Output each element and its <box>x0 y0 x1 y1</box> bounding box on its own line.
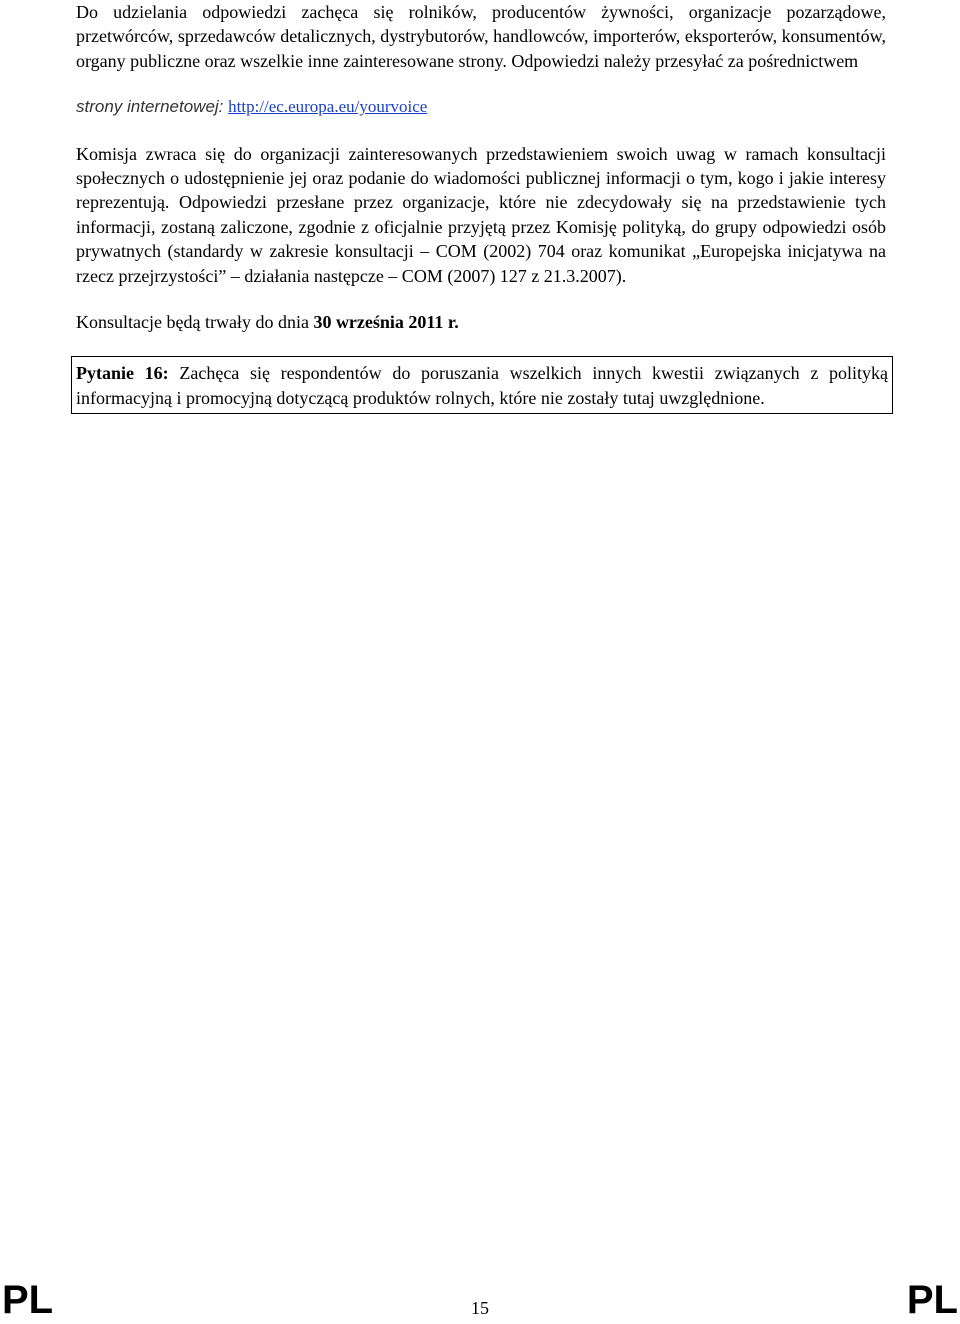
website-line <box>76 95 886 119</box>
deadline-prefix: Konsultacje będą trwały do dnia <box>76 312 314 333</box>
question-box <box>71 356 893 414</box>
yourvoice-link[interactable]: http://ec.europa.eu/yourvoice <box>228 97 428 117</box>
question-paragraph <box>76 361 888 410</box>
document-body <box>76 0 886 414</box>
question-label: Pytanie 16: <box>76 363 169 384</box>
website-prefix: strony internetowej: <box>76 97 229 117</box>
footer-lang-left: PL <box>2 1278 54 1322</box>
page-number: 15 <box>471 1298 489 1318</box>
intro-paragraph: Do udzielania odpowiedzi zachęca się rolników, producentów żywności, organizacje pozarządowe, przetwórców, sprzedawców detalicznych, dystrybutorów, handlowców, importerów, eksporterów, konsumentów, organy publiczne oraz wszelkie inne zainteresowane strony. Odpowiedzi należy przesyłać za pośrednictwem <box>76 2 886 71</box>
footer-lang-right: PL <box>906 1278 958 1322</box>
question-text: Zachęca się respondentów do poruszania wszelkich innych kwestii związanych z polityką informacyjną i promocyjną dotyczącą produktów rolnych, które nie zostały tutaj uwzględnione. <box>76 363 888 408</box>
commission-paragraph: Komisja zwraca się do organizacji zainteresowanych przedstawieniem swoich uwag w ramach konsultacji społecznych o udostępnienie jej oraz podanie do wiadomości publicznej informacji o tym, kogo i jakie interesy reprezentują. Odpowiedzi przesłane przez organizacje, które nie zdecydowały się na przedstawienie tych informacji, zostaną zaliczone, zgodnie z oficjalnie przyjętą przez Komisję polityką, do grupy odpowiedzi osób prywatnych (standardy w zakresie konsultacji – COM (2002) 704 oraz komunikat „Europejska inicjatywa na rzecz przejrzystości” – działania następcze – COM (2007) 127 z 21.3.2007). <box>76 143 886 286</box>
deadline-paragraph <box>76 310 886 334</box>
deadline-date: 30 września 2011 r. <box>313 312 459 333</box>
